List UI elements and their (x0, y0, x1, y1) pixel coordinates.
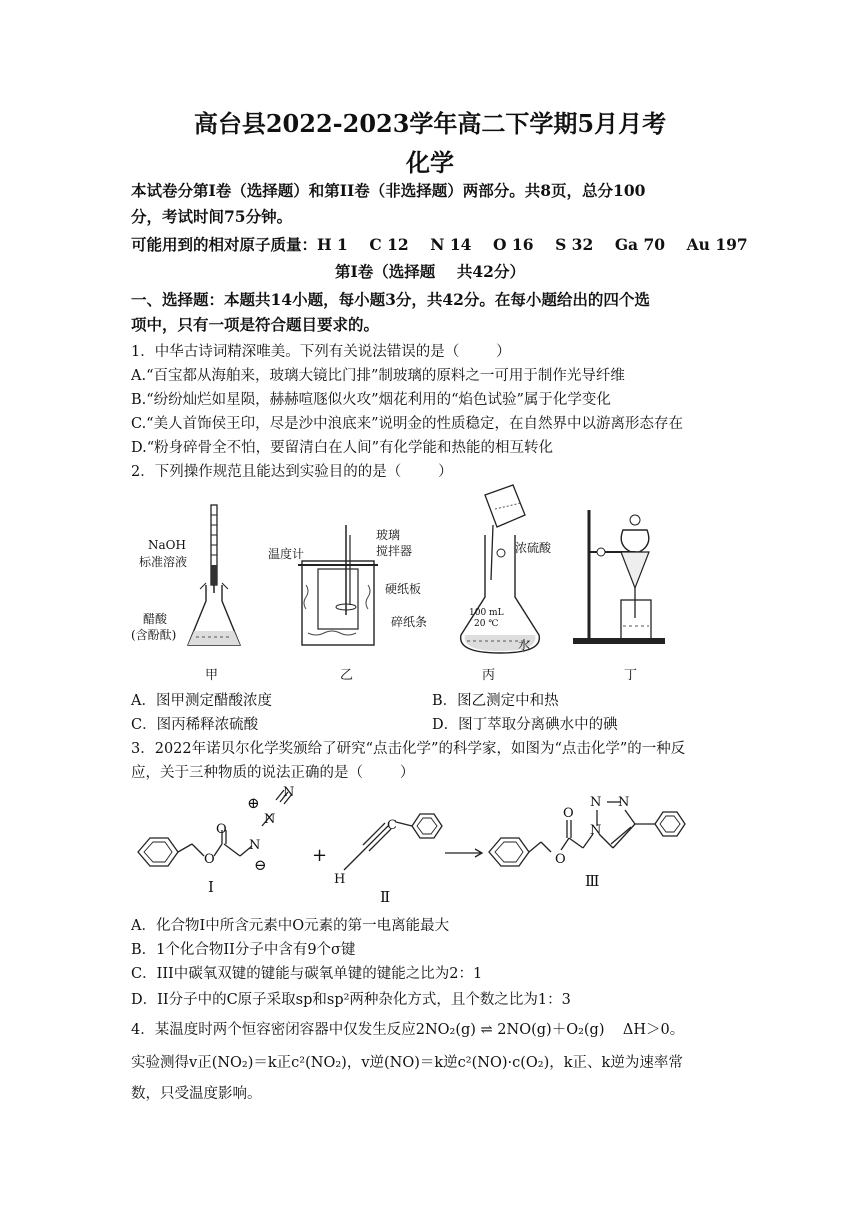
struct1-o-carbonyl: O (216, 822, 227, 837)
q2-option-c: C．图丙稀释浓硫酸 (131, 717, 259, 733)
struct3-n2: N (590, 795, 602, 810)
caption-bing: 丙 (482, 668, 496, 683)
q2-stem: 2．下列操作规范且能达到实验目的的是（ ） (131, 464, 453, 480)
structure-compound-2 (330, 800, 450, 900)
struct1-n-terminal: N (283, 785, 295, 800)
q3-option-b: B．1个化合物II分子中含有9个σ键 (131, 942, 356, 958)
struct1-o: O (204, 852, 215, 867)
plus-charge-icon: ⊕ (247, 794, 260, 812)
q2-option-a: A．图甲测定醋酸浓度 (131, 693, 272, 709)
struct1-n: N (249, 838, 261, 853)
caption-ding: 丁 (624, 668, 638, 683)
intro-line-1: 本试卷分第I卷（选择题）和第II卷（非选择题）两部分。共8页，总分100 (131, 181, 646, 200)
roman-2: Ⅱ (380, 888, 391, 906)
label-standard-solution: 标准溶液 (139, 555, 188, 569)
q3-option-c: C．III中碳氧双键的键能与碳氧单键的键能之比为2：1 (131, 966, 483, 982)
exam-subject: 化学 (406, 148, 454, 177)
label-acetic-acid: 醋酸 (143, 612, 168, 626)
atomic-masses: 可能用到的相对原子质量：H 1 C 12 N 14 O 16 S 32 Ga 70 Au 197 (131, 235, 748, 254)
label-20c: 20 ℃ (474, 619, 499, 629)
label-100ml: 100 mL (469, 608, 504, 618)
q2-option-d: D．图丁萃取分离碘水中的碘 (432, 717, 618, 733)
exam-title: 高台县2022-2023学年高二下学期5月月考 (193, 109, 667, 138)
struct3-o-carbonyl: O (563, 806, 574, 821)
structure-compound-1 (128, 790, 308, 890)
struct3-n1: N (590, 823, 602, 838)
label-glass: 玻璃 (376, 528, 401, 542)
label-naoh: NaOH (148, 538, 186, 552)
q3-stem-1: 3．2022年诺贝尔化学奖颁给了研究“点击化学”的科学家，如图为“点击化学”的一种反 (131, 741, 686, 757)
label-water: 水 (518, 638, 531, 652)
minus-charge-icon: ⊖ (254, 856, 267, 874)
struct2-h: H (334, 872, 346, 887)
struct1-n-middle: N (264, 812, 276, 827)
label-paper-scraps: 碎纸条 (391, 615, 428, 629)
q4-line-1: 4．某温度时两个恒容密闭容器中仅发生反应2NO₂(g) ⇌ 2NO(g)＋O₂(g) ΔH＞0。 (131, 1022, 685, 1038)
q1-option-c: C.“美人首饰侯王印，尽是沙中浪底来”说明金的性质稳定，在自然界中以游离形态存在 (131, 416, 684, 432)
q1-stem: 1．中华古诗词精深唯美。下列有关说法错误的是（ ） (131, 344, 511, 360)
figure-ding-separatory-funnel (565, 500, 675, 650)
label-thermometer: 温度计 (268, 547, 305, 561)
struct3-n3: N (618, 795, 630, 810)
q1-option-b: B.“纷纷灿烂如星陨，赫赫喧豗似火攻”烟花利用的“焰色试验”属于化学变化 (131, 392, 611, 408)
q3-stem-2: 应，关于三种物质的说法正确的是（ ） (131, 765, 415, 781)
q3-option-d: D．II分子中的C原子采取sp和sp²两种杂化方式，且个数之比为1：3 (131, 992, 571, 1008)
reaction-arrow (445, 848, 485, 858)
q4-line-2: 实验测得v正(NO₂)＝k正c²(NO₂)，v逆(NO)＝k逆c²(NO)·c(O₂)，k正、k逆为速率常 (131, 1055, 683, 1071)
section-heading: 第I卷（选择题 共42分） (335, 262, 525, 281)
figure-bing-volumetric-flask (455, 485, 545, 660)
q4-line-3: 数，只受温度影响。 (131, 1086, 262, 1102)
figure-yi-calorimeter (298, 525, 378, 650)
q1-option-a: A.“百宝都从海舶来，玻璃大镜比门排”制玻璃的原料之一可用于制作光导纤维 (131, 368, 625, 384)
q2-option-b: B．图乙测定中和热 (432, 693, 559, 709)
q3-option-a: A．化合物I中所含元素中O元素的第一电离能最大 (131, 918, 450, 934)
caption-jia: 甲 (205, 668, 219, 683)
intro-line-2: 分，考试时间75分钟。 (131, 207, 293, 226)
section-instruction-2: 项中，只有一项是符合题目要求的。 (131, 315, 380, 334)
roman-3: Ⅲ (585, 872, 600, 890)
label-cardboard: 硬纸板 (385, 582, 422, 596)
struct3-o: O (555, 852, 566, 867)
label-stirrer: 搅拌器 (376, 544, 413, 558)
plus-sign: + (312, 845, 328, 866)
label-conc-sulfuric-acid: 浓硫酸 (515, 541, 552, 555)
figure-jia-titration (180, 505, 260, 665)
caption-yi: 乙 (340, 668, 354, 683)
roman-1: Ⅰ (208, 878, 214, 896)
struct2-c: C (387, 818, 397, 833)
q1-option-d: D.“粉身碎骨全不怕，要留清白在人间”有化学能和热能的相互转化 (131, 440, 554, 456)
label-phenolphthalein: (含酚酞) (131, 628, 177, 642)
section-instruction-1: 一、选择题：本题共14小题，每小题3分，共42分。在每小题给出的四个选 (131, 290, 650, 309)
